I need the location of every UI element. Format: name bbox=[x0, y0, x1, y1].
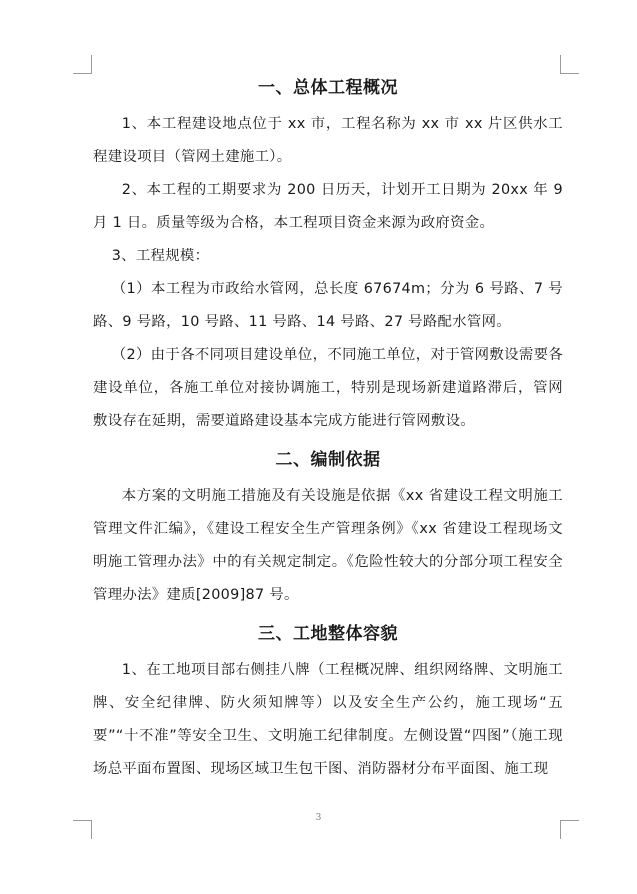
page-content bbox=[93, 70, 563, 786]
paragraph: （2）由于各不同项目建设单位，不同施工单位，对于管网敷设需要各建设单位，各施工单位对接协调施工，特别是现场新建道路滞后，管网敷设存在延期，需要道路建设基本完成方能进行管网敷设。 bbox=[93, 347, 563, 429]
paragraph: 2、本工程的工期要求为 200 日历天，计划开工日期为 20xx 年 9 月 1 日。质量等级为合格，本工程项目资金来源为政府资金。 bbox=[93, 182, 563, 231]
paragraph: （1）本工程为市政给水管网，总长度 67674m；分为 6 号路、7 号路、9 号路，10 号路、11 号路、14 号路、27 号路配水管网。 bbox=[93, 281, 563, 330]
page-number: 3 bbox=[315, 813, 322, 823]
section-heading-site-appearance: 三、工地整体容貌 bbox=[258, 624, 398, 644]
paragraph: 1、本工程建设地点位于 xx 市，工程名称为 xx 市 xx 片区供水工程建设项目（管网土建施工）。 bbox=[93, 116, 563, 165]
paragraph: 本方案的文明施工措施及有关设施是依据《xx 省建设工程文明施工管理文件汇编》，《建设工程安全生产管理条例》《xx 省建设工程现场文明施工管理办法》中的有关规定制定。《危险性较大的分部分项工程安全管理办法》建质[2009]87 号。 bbox=[93, 488, 563, 603]
section-heading-overview: 一、总体工程概况 bbox=[258, 78, 398, 98]
section-heading-basis: 二、编制依据 bbox=[275, 450, 381, 470]
paragraph: 1、在工地项目部右侧挂八牌（工程概况牌、组织网络牌、文明施工牌、安全纪律牌、防火须知牌等）以及安全生产公约，施工现场“五要”“十不准”等安全卫生、文明施工纪律制度。左侧设置“四图”（施工现场总平面布置图、现场区域卫生包干图、消防器材分布平面图、施工现 bbox=[93, 662, 563, 777]
paragraph: 3、工程规模： bbox=[111, 248, 210, 264]
crop-mark-top-left bbox=[73, 55, 92, 74]
